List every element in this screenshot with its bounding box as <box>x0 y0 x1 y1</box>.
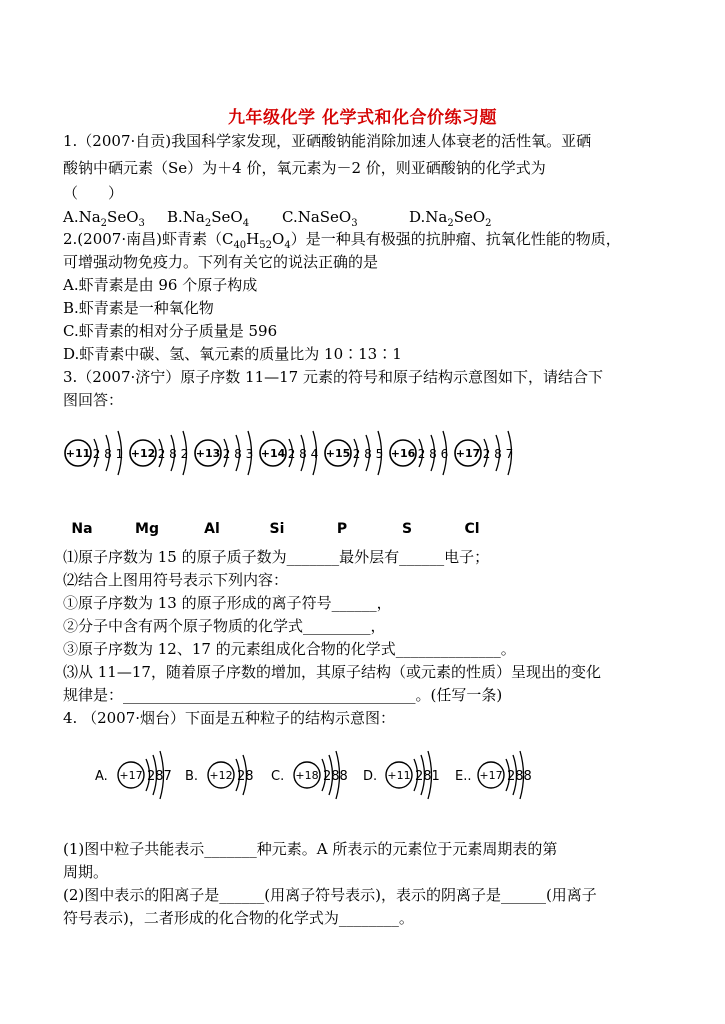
q4-sub-2a: (2)图中表示的阳离子是______(用离子符号表示)，表示的阴离子是______(用离子 <box>63 886 597 904</box>
q3-atomic-structure-diagram <box>60 418 530 548</box>
particle-c <box>271 751 348 799</box>
q2-option-b: B.虾青素是一种氧化物 <box>63 299 214 317</box>
atom-p <box>325 431 383 537</box>
nucleus-charge: +11 <box>387 769 411 782</box>
page-title: 九年级化学 化学式和化合价练习题 <box>228 108 497 128</box>
particle-b <box>185 755 254 795</box>
electron-counts: 288 <box>323 769 348 784</box>
q3-line-2: 图回答： <box>63 391 124 409</box>
q1-line-3: （ ） <box>63 184 124 202</box>
q1-option-b: $B.Na_2SeO_4$ <box>167 208 250 229</box>
particle-d <box>363 751 440 799</box>
electron-counts: 2 8 3 <box>222 447 254 461</box>
q3-sub-2: ⑵结合上图用符号表示下列内容： <box>63 571 289 589</box>
element-symbol: P <box>336 521 348 537</box>
particle-a <box>95 751 172 799</box>
q1-option-a: $A.Na_2SeO_3$ <box>63 208 145 229</box>
electron-counts: 2 8 1 <box>92 447 124 461</box>
element-symbol: Na <box>71 521 93 537</box>
q3-sub-2b: ②分子中含有两个原子物质的化学式_________， <box>63 617 386 635</box>
nucleus-charge: +15 <box>325 447 351 460</box>
particle-label: D. <box>363 769 378 784</box>
particle-label: C. <box>271 769 285 784</box>
q1-line-2: 酸钠中硒元素（Se）为＋4 价，氧元素为－2 价，则亚硒酸钠的化学式为 <box>63 159 546 177</box>
atom-s <box>390 431 448 537</box>
particle-label: E.. <box>455 769 472 784</box>
element-symbol: S <box>401 521 413 537</box>
atom-al <box>195 431 253 537</box>
q2-line-2: 可增强动物免疫力。下列有关它的说法正确的是 <box>63 253 379 271</box>
q4-sub-1b: 周期。 <box>63 863 109 881</box>
q4-line-1: 4. （2007·烟台）下面是五种粒子的结构示意图： <box>63 709 396 727</box>
electron-counts: 2 8 7 <box>482 447 514 461</box>
nucleus-charge: +17 <box>479 769 503 782</box>
nucleus-charge: +17 <box>119 769 143 782</box>
electron-counts: 28 <box>237 769 254 784</box>
q3-sub-3a: ⑶从 11—17，随着原子序数的增加，其原子结构（或元素的性质）呈现出的变化 <box>63 663 601 681</box>
atom-cl <box>455 431 513 537</box>
electron-counts: 2 8 6 <box>417 447 449 461</box>
particle-label: A. <box>95 769 108 784</box>
nucleus-charge: +11 <box>65 447 91 460</box>
electron-counts: 281 <box>415 769 440 784</box>
q2-option-a: A.虾青素是由 96 个原子构成 <box>63 276 258 294</box>
atom-na <box>65 431 123 537</box>
q4-sub-1a: (1)图中粒子共能表示_______种元素。A 所表示的元素位于元素周期表的第 <box>63 840 558 858</box>
atom-mg <box>130 431 188 537</box>
electron-counts: 287 <box>147 769 172 784</box>
element-symbol: Si <box>269 521 285 537</box>
q1-option-d: $D.Na_2SeO_2$ <box>409 208 492 229</box>
q2-line-1: 2.(2007·南昌)虾青素$(C_{40}H_{52}O_4)$是一种具有极强的抗肿瘤、抗氧化性能的物质， <box>63 230 621 251</box>
nucleus-charge: +13 <box>195 447 221 460</box>
nucleus-charge: +12 <box>130 447 156 460</box>
particle-label: B. <box>185 769 199 784</box>
nucleus-charge: +14 <box>260 447 286 460</box>
particle-e <box>455 751 532 799</box>
q4-sub-2b: 符号表示)，二者形成的化合物的化学式为________。 <box>63 909 414 927</box>
q3-line-1: 3.（2007·济宁）原子序数 11—17 元素的符号和原子结构示意图如下，请结合下 <box>63 368 603 386</box>
electron-counts: 2 8 5 <box>352 447 384 461</box>
q4-particle-structure-diagram <box>95 735 555 825</box>
element-symbol: Cl <box>464 521 480 537</box>
electron-counts: 2 8 2 <box>157 447 189 461</box>
element-symbol: Mg <box>135 521 159 537</box>
element-symbol: Al <box>204 521 220 537</box>
q2-option-c: C.虾青素的相对分子质量是 596 <box>63 322 278 340</box>
electron-counts: 288 <box>507 769 532 784</box>
q3-sub-2c: ③原子序数为 12、17 的元素组成化合物的化学式______________。 <box>63 640 516 658</box>
q3-sub-1: ⑴原子序数为 15 的原子质子数为_______最外层有______电子； <box>63 548 490 566</box>
q1-line-1: 1.（2007·自贡)我国科学家发现，亚硒酸钠能消除加速人体衰老的活性氧。亚硒 <box>63 132 592 150</box>
nucleus-charge: +18 <box>295 769 319 782</box>
q3-sub-2a: ①原子序数为 13 的原子形成的离子符号______， <box>63 594 392 612</box>
q1-option-c: C.NaSeO$_3$ <box>282 208 358 229</box>
nucleus-charge: +12 <box>209 769 233 782</box>
electron-counts: 2 8 4 <box>287 447 319 461</box>
q3-sub-3b: 规律是：_______________________________________。(任写一条) <box>63 686 503 704</box>
atom-si <box>260 431 318 537</box>
nucleus-charge: +16 <box>390 447 416 460</box>
nucleus-charge: +17 <box>455 447 481 460</box>
q2-option-d: D.虾青素中碳、氢、氧元素的质量比为 10∶13∶1 <box>63 345 402 363</box>
